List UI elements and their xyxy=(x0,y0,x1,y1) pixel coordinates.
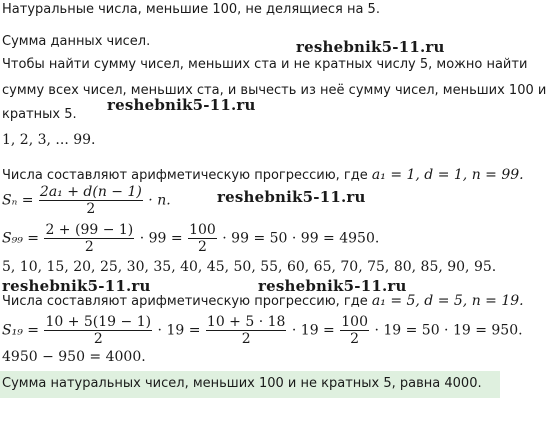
formula-lhs: Sₙ = xyxy=(2,192,34,209)
task-line-1: Натуральные числа, меньшие 100, не делящиеся на 5. xyxy=(2,2,380,17)
s19-fraction-2 xyxy=(206,314,287,347)
s99-denominator-1: 2 xyxy=(44,238,134,255)
s99-mid: · 99 = xyxy=(139,230,183,247)
s19-numerator-3: 100 xyxy=(341,314,368,330)
s19-denominator-1: 2 xyxy=(44,330,152,347)
sequence-2-list: 5, 10, 15, 20, 25, 30, 35, 40, 45, 50, 55, 60, 65, 70, 75, 80, 85, 90, 95. xyxy=(2,259,497,275)
difference: 4950 − 950 = 4000. xyxy=(2,349,146,365)
params-text: a₁ = 1, d = 1, n = 99. xyxy=(371,167,524,183)
s19-fraction-1 xyxy=(44,314,152,347)
s99-denominator-2: 2 xyxy=(188,238,217,255)
params-text: a₁ = 5, d = 5, n = 19. xyxy=(371,293,524,309)
sequence-1-intro xyxy=(2,167,524,184)
s19-tail: · 19 = 50 · 19 = 950. xyxy=(374,322,523,339)
s19-denominator-2: 2 xyxy=(206,330,287,347)
answer-box xyxy=(0,371,500,398)
s99-lhs: S₉₉ = xyxy=(2,230,39,247)
intro-text: Числа составляют арифметическую прогрессию, где xyxy=(2,168,368,183)
task-line-3: Чтобы найти сумму чисел, меньших ста и не кратных числу 5, можно найти xyxy=(2,57,528,72)
watermark: reshebnik5-11.ru xyxy=(296,38,445,56)
formula-denominator: 2 xyxy=(39,200,143,217)
formula-numerator: 2a₁ + d(n − 1) xyxy=(39,184,142,200)
sum-formula xyxy=(2,184,171,217)
s99-fraction-1 xyxy=(44,222,134,255)
formula-tail: · n. xyxy=(148,192,171,209)
s19-numerator-2: 10 + 5 · 18 xyxy=(206,314,286,330)
sequence-2-intro xyxy=(2,293,524,310)
sequence-1-list: 1, 2, 3, ... 99. xyxy=(2,132,96,148)
s19-calculation xyxy=(2,314,523,347)
answer-text: Сумма натуральных чисел, меньших 100 и не кратных 5, равна 4000. xyxy=(2,376,482,391)
s19-numerator-1: 10 + 5(19 − 1) xyxy=(45,314,152,330)
intro-text: Числа составляют арифметическую прогрессию, где xyxy=(2,294,368,309)
watermark: reshebnik5-11.ru xyxy=(258,277,407,295)
formula-fraction xyxy=(39,184,143,217)
s19-mid-2: · 19 = xyxy=(291,322,335,339)
s19-fraction-3 xyxy=(340,314,369,347)
watermark: reshebnik5-11.ru xyxy=(217,188,366,206)
task-line-4: сумму всех чисел, меньших ста, и вычесть из неё сумму чисел, меньших 100 и xyxy=(2,83,546,98)
s99-fraction-2 xyxy=(188,222,217,255)
task-line-2: Сумма данных чисел. xyxy=(2,34,151,49)
task-line-5: кратных 5. xyxy=(2,107,77,122)
watermark: reshebnik5-11.ru xyxy=(2,277,151,295)
s99-numerator-1: 2 + (99 − 1) xyxy=(45,222,134,238)
s99-calculation xyxy=(2,222,379,255)
s99-numerator-2: 100 xyxy=(189,222,216,238)
watermark: reshebnik5-11.ru xyxy=(107,96,256,114)
s19-denominator-3: 2 xyxy=(340,330,369,347)
s19-lhs: S₁₉ = xyxy=(2,322,39,339)
s19-mid-1: · 19 = xyxy=(157,322,201,339)
s99-tail: · 99 = 50 · 99 = 4950. xyxy=(222,230,380,247)
